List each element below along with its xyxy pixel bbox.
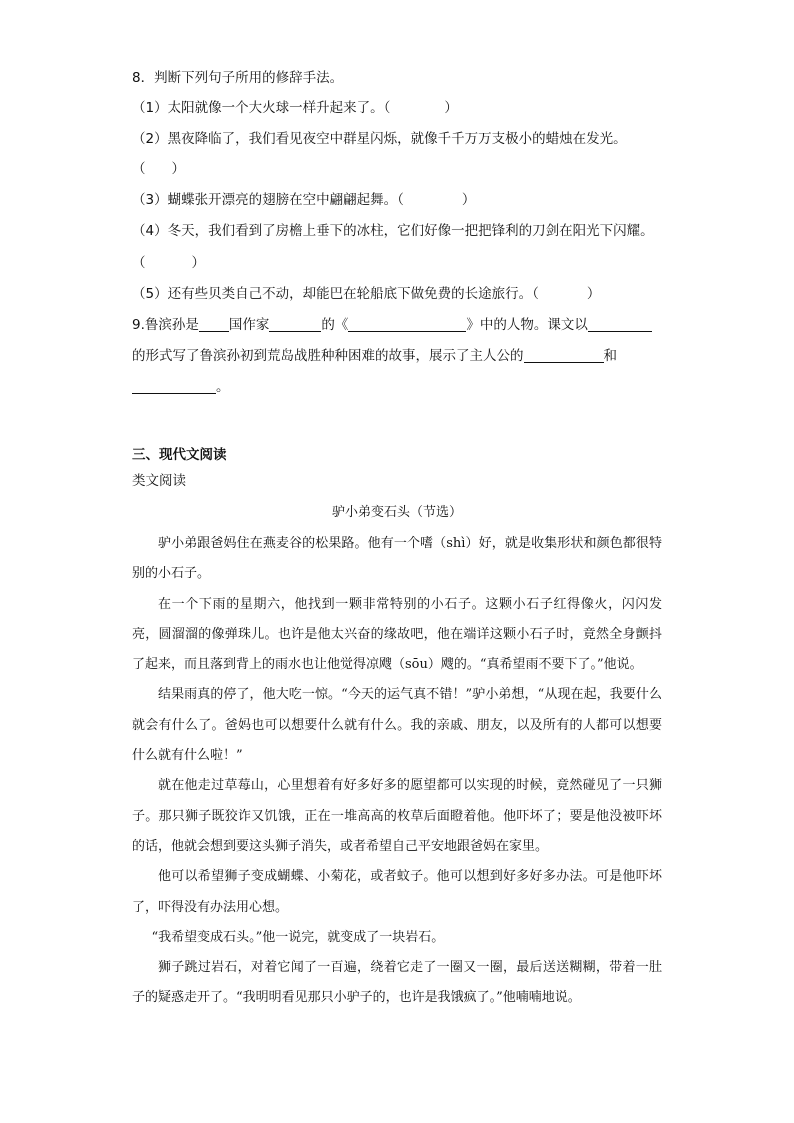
q8-item-4-answer: （ ） xyxy=(132,255,205,271)
article-title: 驴小弟变石头（节选） xyxy=(331,505,462,520)
q9-line-2: 的形式写了鲁滨孙初到荒岛战胜种种困难的故事，展示了主人公的 和 xyxy=(132,348,617,364)
section-heading: 三、现代文阅读 xyxy=(132,447,227,463)
q8-item-4: （4）冬天，我们看到了房檐上垂下的冰柱，它们好像一把把锋利的刀剑在阳光下闪耀。 xyxy=(132,223,654,239)
fill-blank[interactable] xyxy=(132,379,216,394)
article-paragraph: 结果雨真的停了，他大吃一惊。“今天的运气真不错！”驴小弟想，“从现在起，我要什么就会有什么了。爸妈也可以想要什么就有什么。我的亲戚、朋友，以及所有的人都可以想要什么就有什么啦！” xyxy=(132,687,662,764)
article-paragraph: 他可以希望狮子变成蝴蝶、小菊花，或者蚊子。他可以想到好多好多办法。可是他吓坏了，吓得没有办法用心想。 xyxy=(132,869,662,915)
q8-item-5: （5）还有些贝类自己不动，却能巴在轮船底下做免费的长途旅行。（ ） xyxy=(132,286,601,302)
q8-item-2: （2）黑夜降临了，我们看见夜空中群星闪烁，就像千千万万支极小的蜡烛在发光。 xyxy=(132,131,627,147)
q8-item-2-answer: （ ） xyxy=(132,161,185,177)
fill-blank[interactable] xyxy=(269,317,321,332)
q9-line-1: 9.鲁滨孙是 国作家 的《 》中的人物。课文以 xyxy=(132,315,652,335)
section-subheading: 类文阅读 xyxy=(132,473,186,489)
q8-item-text: （1）太阳就像一个大火球一样升起来了。（ xyxy=(132,100,391,116)
article-paragraph: 就在他走过草莓山，心里想着有好多好多的愿望都可以实现的时候，竟然碰见了一只狮子。那只狮子既狡诈又饥饿，正在一堆高高的枚草后面瞪着他。他吓坏了；要是他没被吓坏的话，他就会想到要这头狮子消失，或者希望自己平安地跟爸妈在家里。 xyxy=(132,778,662,854)
fill-blank[interactable] xyxy=(588,317,652,332)
fill-blank[interactable] xyxy=(524,348,604,363)
article-body xyxy=(132,529,662,1014)
fill-blank[interactable] xyxy=(348,317,466,332)
q8-item-text: （5）还有些贝类自己不动，却能巴在轮船底下做免费的长途旅行。（ xyxy=(132,286,539,302)
article-paragraph: “我希望变成石头。”他一说完，就变成了一块岩石。 xyxy=(151,929,445,945)
article-paragraph: 狮子跳过岩石，对着它闻了一百遍，绕着它走了一圈又一圈，最后送送糊糊，带着一肚子的疑惑走开了。“我明明看见那只小驴子的，也许是我饿疯了。”他喃喃地说。 xyxy=(132,960,662,1006)
fill-blank[interactable] xyxy=(199,317,229,332)
q8-item-3: （3）蝴蝶张开漂亮的翅膀在空中翩翩起舞。（ ） xyxy=(132,192,476,208)
q8-title: 8．判断下列句子所用的修辞手法。 xyxy=(132,70,344,86)
q8-item-1: （1）太阳就像一个大火球一样升起来了。（ ） xyxy=(132,100,458,116)
article-paragraph: 驴小弟跟爸妈住在燕麦谷的松果路。他有一个嗜（shì）好，就是收集形状和颜色都很特别的小石子。 xyxy=(132,536,662,582)
q9-line-3: 。 xyxy=(132,377,230,397)
q8-item-text: （3）蝴蝶张开漂亮的翅膀在空中翩翩起舞。（ xyxy=(132,192,404,208)
article-paragraph: 在一个下雨的星期六，他找到一颗非常特别的小石子。这颗小石子红得像火，闪闪发亮，圆溜溜的像弹珠儿。也许是他太兴奋的缘故吧，他在端详这颗小石子时，竟然全身颤抖了起来，而且落到背上的雨水也让他觉得凉飕（sōu）飕的。“真希望雨不要下了。”他说。 xyxy=(132,596,662,673)
